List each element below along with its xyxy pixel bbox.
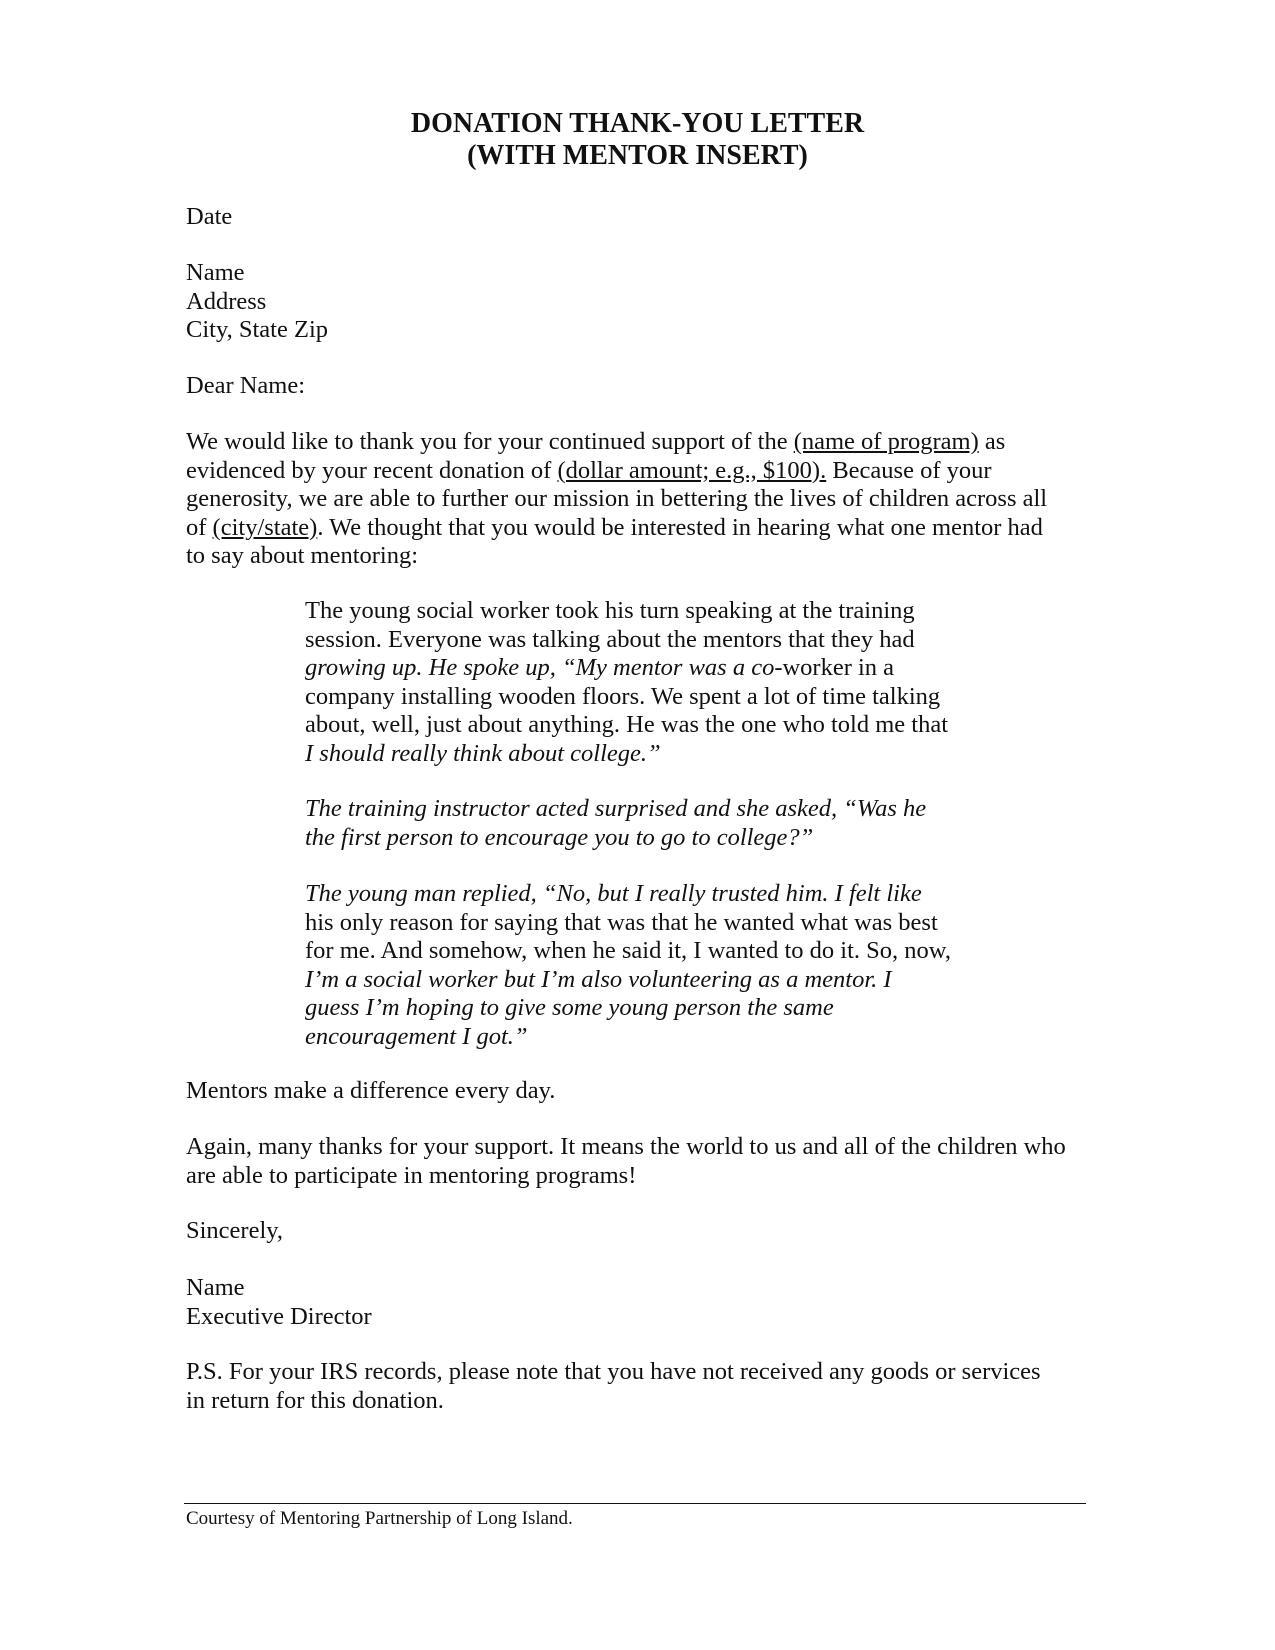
- city-state-placeholder: (city/state): [212, 513, 318, 541]
- title-line-2: (WITH MENTOR INSERT): [467, 140, 808, 171]
- signature-block: [186, 1274, 372, 1331]
- quote-italic-text: growing up. He spoke up, “My mentor was a co-: [305, 654, 783, 681]
- mentor-quote-paragraph-2: [305, 795, 926, 852]
- date-line: Date: [186, 203, 233, 230]
- thanks-line: Again, many thanks for your support. It means the world to us and all of the children who: [186, 1133, 1066, 1160]
- quote-line: session. Everyone was talking about the mentors that they had: [305, 625, 915, 653]
- quote-line: The training instructor acted surprised and she asked, “Was he: [305, 795, 927, 822]
- quote-line: the first person to encourage you to go to college?”: [305, 823, 814, 851]
- intro-line: [186, 514, 1047, 543]
- intro-text: Because of your: [826, 456, 992, 484]
- postscript-line: P.S. For your IRS records, please note that you have not received any goods or services: [186, 1358, 1041, 1385]
- quote-line: I should really think about college.”: [305, 739, 661, 767]
- postscript-line: in return for this donation.: [186, 1386, 444, 1414]
- intro-text: . We thought that you would be interested in hearing what one mentor had: [317, 513, 1043, 541]
- quote-line: guess I’m hoping to give some young person the same: [305, 994, 834, 1021]
- intro-paragraph: [186, 428, 1047, 571]
- closing: Sincerely,: [186, 1217, 284, 1244]
- quote-line: his only reason for saying that was that he wanted what was best: [305, 908, 938, 936]
- quote-text: worker in a: [782, 654, 895, 681]
- recipient-address: Address: [186, 287, 267, 315]
- mentor-quote-paragraph-1: [305, 597, 948, 768]
- title-line-1: DONATION THANK-YOU LETTER: [410, 108, 865, 139]
- signer-name: Name: [186, 1274, 245, 1301]
- quote-line: encouragement I got.”: [305, 1022, 528, 1050]
- quote-line: about, well, just about anything. He was the one who told me that: [305, 711, 949, 738]
- signer-title: Executive Director: [186, 1302, 372, 1330]
- quote-line: The young man replied, “No, but I really trusted him. I felt like: [305, 880, 922, 907]
- quote-line: I’m a social worker but I’m also volunteering as a mentor. I: [305, 965, 892, 993]
- intro-line: [186, 457, 1047, 486]
- intro-text: as: [978, 428, 1006, 455]
- footer-credit: Courtesy of Mentoring Partnership of Long Island.: [186, 1508, 573, 1529]
- footer-divider: [184, 1503, 1086, 1504]
- salutation: Dear Name:: [186, 372, 306, 399]
- intro-text: We would like to thank you for your continued support of the: [186, 428, 794, 455]
- intro-text: evidenced by your recent donation of: [186, 456, 558, 484]
- intro-text: of: [186, 513, 213, 541]
- mentors-statement: Mentors make a difference every day.: [186, 1077, 556, 1104]
- quote-line: company installing wooden floors. We spent a lot of time talking: [305, 682, 941, 710]
- intro-line: generosity, we are able to further our mission in bettering the lives of children across all: [186, 485, 1048, 512]
- postscript: [186, 1358, 1041, 1415]
- recipient-address-block: [186, 259, 328, 345]
- program-name-placeholder: (name of program): [793, 428, 979, 455]
- thanks-line: are able to participate in mentoring programs!: [186, 1161, 637, 1189]
- quote-line: The young social worker took his turn speaking at the training: [305, 597, 915, 624]
- thanks-paragraph: [186, 1133, 1066, 1190]
- intro-line: to say about mentoring:: [186, 542, 419, 569]
- mentor-quote-paragraph-3: [305, 880, 951, 1051]
- quote-line: for me. And somehow, when he said it, I wanted to do it. So, now,: [305, 937, 951, 964]
- dollar-amount-placeholder: (dollar amount; e.g., $100).: [557, 456, 827, 484]
- recipient-city-state-zip: City, State Zip: [186, 316, 328, 343]
- quote-line: [305, 654, 948, 683]
- recipient-name: Name: [186, 259, 245, 286]
- letter-title: [0, 108, 1275, 172]
- intro-line: [186, 428, 1047, 457]
